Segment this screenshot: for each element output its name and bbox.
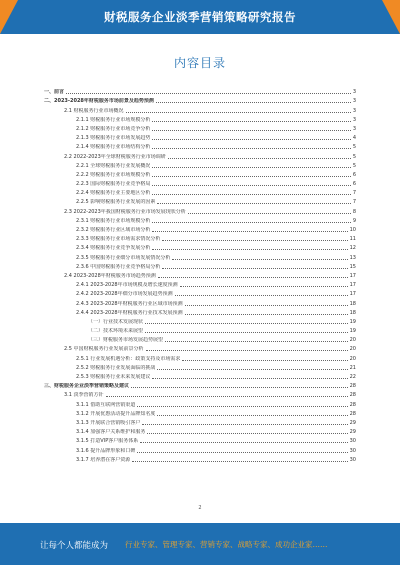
toc-entry-page: 29 — [349, 419, 356, 426]
toc-leader-dots — [106, 396, 348, 397]
toc-leader-dots — [162, 240, 347, 241]
toc-entry-title: 3.1 淡季营销方针 — [64, 392, 104, 399]
toc-entry-title: 2.4.3 2023-2028年财税服务行业区域市场预测 — [76, 300, 183, 307]
toc-entry-title: 2.3 2022-2023年我国财税服务行业市场发展现状分析 — [64, 208, 186, 215]
toc-leader-dots — [152, 148, 350, 149]
toc-entry-title: 2.5 中国财税服务行业发展前景分析 — [64, 346, 144, 353]
toc-entry[interactable] — [44, 178, 356, 187]
toc-leader-dots — [142, 424, 347, 425]
toc-entry[interactable] — [44, 169, 356, 178]
toc-entry[interactable] — [44, 444, 356, 453]
toc-entry[interactable] — [44, 426, 356, 435]
toc-entry[interactable] — [44, 224, 356, 233]
toc-entry-page: 3 — [352, 89, 356, 96]
toc-entry-title: 2.3.1 财税服务行业市场规模分析 — [76, 217, 151, 224]
toc-entry-page: 15 — [349, 263, 356, 270]
toc-entry-page: 19 — [349, 328, 356, 335]
toc-entry-title: 2.1.4 财税服务行业市场结构分析 — [76, 144, 151, 151]
toc-leader-dots — [152, 139, 350, 140]
toc-leader-dots — [137, 452, 347, 453]
toc-leader-dots — [175, 295, 348, 296]
toc-leader-dots — [156, 102, 351, 103]
toc-entry-page: 11 — [349, 236, 356, 243]
toc-leader-dots — [162, 268, 347, 269]
toc-entry-title: 3.1.5 打造VIP客户服务体系 — [76, 438, 139, 445]
toc-entry-page: 6 — [352, 171, 356, 178]
toc-entry-title: 2.2 2022-2023年全球财税服务行业市场调研 — [64, 153, 166, 160]
toc-leader-dots — [132, 461, 347, 462]
toc-entry-page: 28 — [349, 401, 356, 408]
toc-entry-title: 2.4.1 2023-2028年市场规模及增长速度预测 — [76, 282, 178, 289]
toc-leader-dots — [131, 387, 348, 388]
report-header — [0, 0, 400, 34]
toc-entry-page: 3 — [352, 116, 356, 123]
toc-entry[interactable] — [44, 95, 356, 104]
toc-entry-title: 2.1.3 财税服务行业市场发展趋势 — [76, 135, 151, 142]
report-footer — [0, 523, 400, 565]
toc-entry-title: （三）财税服务市场发展趋势展望 — [88, 337, 164, 344]
toc-entry-title: 3.1.2 开展优惠活动提升品牌知名度 — [76, 410, 156, 417]
toc-leader-dots — [126, 112, 351, 113]
toc-entry-page: 13 — [349, 254, 356, 261]
toc-entry-page: 29 — [349, 429, 356, 436]
toc-leader-dots — [158, 277, 348, 278]
toc-entry[interactable] — [44, 371, 356, 380]
toc-entry-page: 21 — [349, 364, 356, 371]
toc-entry-page: 28 — [349, 410, 356, 417]
toc-leader-dots — [152, 231, 347, 232]
toc-leader-dots — [145, 323, 348, 324]
toc-entry-title: 3.1.1 借助互联网营销渠道 — [76, 401, 136, 408]
toc-entry-page: 4 — [352, 135, 356, 142]
toc-entry[interactable] — [44, 389, 356, 398]
toc-entry-page: 7 — [352, 190, 356, 197]
report-title: 财税服务企业淡季营销策略研究报告 — [104, 10, 296, 24]
toc-entry-page: 3 — [352, 98, 356, 105]
toc-entry-title: 2.1 财税服务行业市场概况 — [64, 107, 124, 114]
toc-entry[interactable] — [44, 408, 356, 417]
toc-entry[interactable] — [44, 279, 356, 288]
toc-entry-title: 3.1.7 培养潜在客户资源 — [76, 456, 131, 463]
toc-entry-title: 2.3.4 财税服务行业竞争发展分析 — [76, 245, 151, 252]
toc-entry[interactable] — [44, 141, 356, 150]
toc-entry-page: 19 — [349, 318, 356, 325]
toc-entry-page: 18 — [349, 309, 356, 316]
toc-entry[interactable] — [44, 325, 356, 334]
toc-leader-dots — [157, 203, 350, 204]
toc-entry[interactable] — [44, 160, 356, 169]
toc-entry[interactable] — [44, 435, 356, 444]
toc-entry-title: 2.3.2 财税服务行业区域市场分析 — [76, 227, 151, 233]
toc-entry-page: 30 — [349, 447, 356, 454]
toc-entry-title: 2.2.1 全球财税服务行业发展概况 — [76, 162, 151, 169]
toc-entry-title: 2.3.5 财税服务行业细分市场发展情况分析 — [76, 254, 171, 261]
toc-entry[interactable] — [44, 104, 356, 113]
toc-entry-title: 3.1.4 加强客户关系维护和服务 — [76, 429, 146, 436]
toc-entry-page: 10 — [349, 227, 356, 233]
toc-entry[interactable] — [44, 270, 356, 279]
toc-leader-dots — [147, 433, 347, 434]
toc-entry-page: 22 — [349, 374, 356, 380]
toc-entry-page: 30 — [349, 456, 356, 463]
table-of-contents — [44, 86, 356, 463]
toc-entry-title: 2.2.5 影响财税服务行业发展的因素 — [76, 199, 156, 206]
toc-entry[interactable] — [44, 196, 356, 205]
toc-entry[interactable] — [44, 215, 356, 224]
toc-entry-title: 2.3.3 财税服务行业市场需求情况分析 — [76, 236, 161, 243]
toc-leader-dots — [157, 369, 347, 370]
toc-leader-dots — [137, 406, 347, 407]
toc-entry-title: 2.2.4 财税服务行业主要地区分析 — [76, 190, 151, 197]
toc-leader-dots — [185, 314, 348, 315]
toc-entry[interactable] — [44, 352, 356, 361]
toc-entry[interactable] — [44, 132, 356, 141]
toc-leader-dots — [152, 167, 350, 168]
toc-leader-dots — [152, 194, 350, 195]
toc-entry-page: 17 — [349, 291, 356, 298]
toc-entry-page: 17 — [349, 272, 356, 279]
toc-leader-dots — [145, 332, 348, 333]
toc-entry[interactable] — [44, 316, 356, 325]
toc-entry-page: 20 — [349, 346, 356, 353]
toc-entry-title: （一）行业技术发展现状 — [88, 318, 144, 325]
toc-entry-page: 7 — [352, 199, 356, 206]
toc-leader-dots — [152, 249, 347, 250]
toc-entry-page: 9 — [352, 217, 356, 224]
toc-entry-page: 5 — [352, 153, 356, 160]
toc-entry-title: 3.1.6 提升品牌形象和口碑 — [76, 447, 136, 454]
toc-entry[interactable] — [44, 288, 356, 297]
toc-entry-title: 2.4 2023-2028年财税服务市场趋势预测 — [64, 272, 156, 279]
toc-entry-title: （二）技术环境未来展望 — [88, 328, 144, 335]
toc-leader-dots — [168, 158, 351, 159]
footer-slogan: 让每个人都能成为 — [40, 541, 109, 551]
toc-entry-title: 2.3.6 中国财税服务行业竞争格局分析 — [76, 263, 161, 270]
toc-heading: 内容目录 — [173, 56, 226, 70]
toc-leader-dots — [152, 121, 350, 122]
toc-entry-page: 3 — [352, 107, 356, 114]
toc-entry[interactable] — [44, 123, 356, 132]
toc-entry[interactable] — [44, 187, 356, 196]
toc-leader-dots — [152, 185, 350, 186]
toc-entry[interactable] — [44, 334, 356, 343]
toc-leader-dots — [140, 442, 347, 443]
toc-entry[interactable] — [44, 205, 356, 214]
toc-entry-title: 2.1.1 财税服务行业市场规模分析 — [76, 116, 151, 123]
toc-entry-page: 12 — [349, 245, 356, 252]
toc-entry[interactable] — [44, 251, 356, 260]
toc-entry[interactable] — [44, 114, 356, 123]
toc-entry-title: 2.5.1 行业发展机遇分析：政策支持及市场需求 — [76, 355, 181, 362]
toc-entry[interactable] — [44, 233, 356, 242]
toc-entry[interactable] — [44, 150, 356, 159]
toc-entry-title: 2.5.3 财税服务行业未来发展建议 — [76, 374, 151, 380]
toc-entry[interactable] — [44, 380, 356, 389]
toc-entry-page: 5 — [352, 162, 356, 169]
toc-entry-title: 2.4.2 2023-2028年细分市场发展趋势预测 — [76, 291, 173, 298]
toc-entry-title: 2.2.3 国际财税服务行业竞争格局 — [76, 181, 151, 188]
toc-leader-dots — [180, 286, 348, 287]
toc-entry-title: 2.5.2 财税服务行业发展面临的挑战 — [76, 364, 156, 371]
toc-entry-page: 28 — [349, 383, 356, 390]
toc-entry-title: 二、2023-2028年财税服务市场前景及趋势预测 — [44, 98, 154, 105]
toc-entry-page: 18 — [349, 300, 356, 307]
toc-entry-title: 2.4.4 2023-2028年财税服务行业技术发展预测 — [76, 309, 183, 316]
toc-entry-title: 2.1.2 财税服务行业市场竞争分析 — [76, 125, 151, 132]
toc-leader-dots — [165, 341, 348, 342]
toc-entry-page: 6 — [352, 181, 356, 188]
toc-entry-page: 3 — [352, 125, 356, 132]
toc-entry-title: 三、财税服务企业淡季营销策略及建议 — [44, 383, 130, 390]
toc-entry[interactable] — [44, 86, 356, 95]
toc-entry-page: 28 — [349, 392, 356, 399]
toc-entry[interactable] — [44, 242, 356, 251]
toc-entry[interactable] — [44, 343, 356, 352]
toc-leader-dots — [172, 259, 347, 260]
toc-leader-dots — [185, 305, 348, 306]
toc-leader-dots — [146, 350, 348, 351]
toc-entry[interactable] — [44, 261, 356, 270]
toc-leader-dots — [152, 222, 350, 223]
toc-entry-title: 一、前言 — [44, 89, 65, 96]
toc-leader-dots — [152, 378, 347, 379]
toc-entry-title: 3.1.3 开展联合营销吸引客户 — [76, 419, 141, 426]
toc-entry-page: 17 — [349, 282, 356, 289]
toc-entry-page: 30 — [349, 438, 356, 445]
toc-entry[interactable] — [44, 307, 356, 316]
toc-entry-page: 8 — [352, 208, 356, 215]
toc-entry[interactable] — [44, 417, 356, 426]
page-number: 2 — [198, 505, 202, 511]
toc-entry[interactable] — [44, 454, 356, 463]
toc-leader-dots — [182, 360, 347, 361]
toc-entry-page: 5 — [352, 144, 356, 151]
toc-entry[interactable] — [44, 362, 356, 371]
toc-entry-page: 20 — [349, 337, 356, 344]
toc-leader-dots — [152, 176, 350, 177]
footer-roles: 行业专家、管理专家、营销专家、战略专家、成功企业家…… — [125, 540, 328, 549]
toc-entry-page: 20 — [349, 355, 356, 362]
toc-leader-dots — [66, 93, 351, 94]
toc-leader-dots — [152, 130, 350, 131]
toc-entry-title: 2.2.2 财税服务行业市场规模分析 — [76, 171, 151, 178]
toc-leader-dots — [157, 415, 347, 416]
toc-entry[interactable] — [44, 297, 356, 306]
toc-leader-dots — [188, 213, 351, 214]
toc-entry[interactable] — [44, 398, 356, 407]
